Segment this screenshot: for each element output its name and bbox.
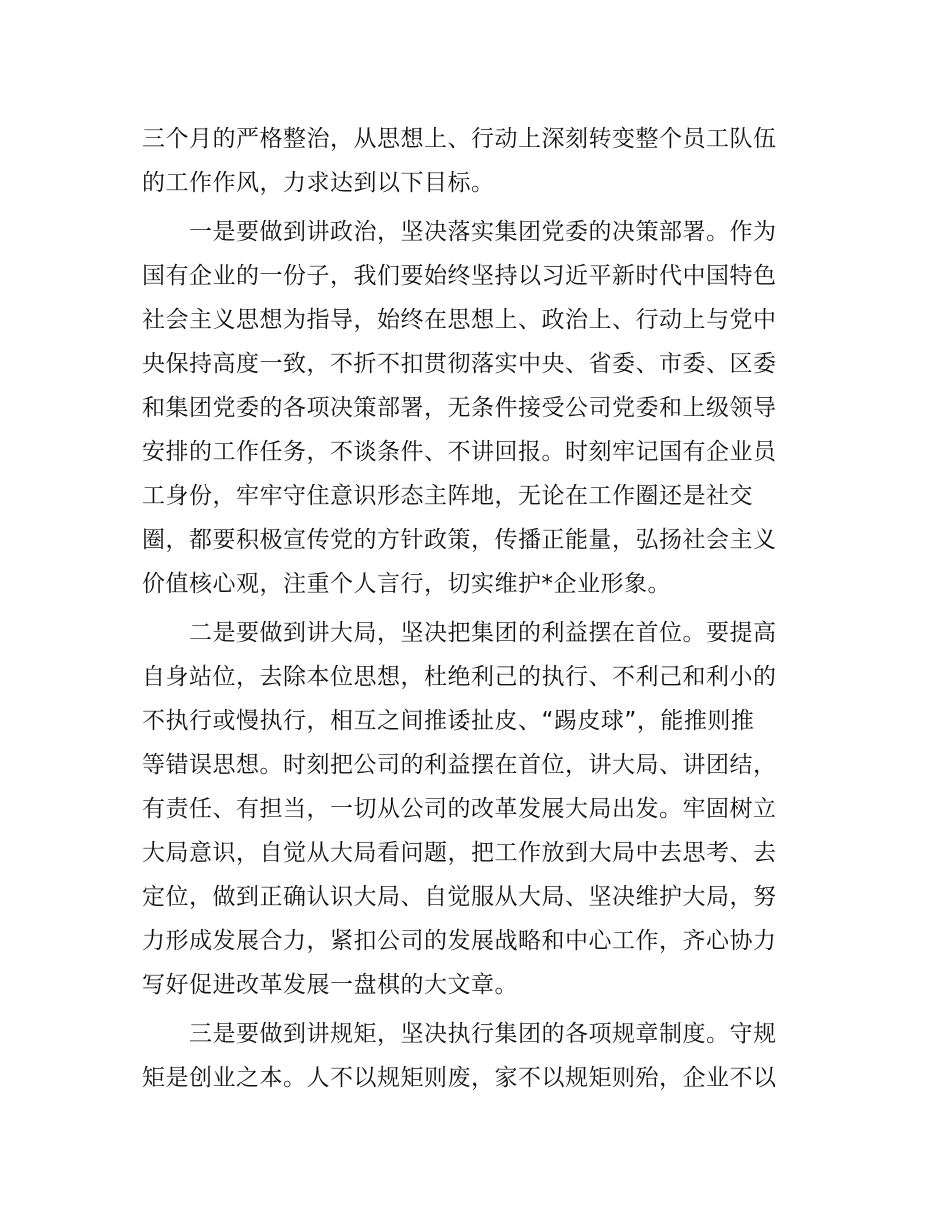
text-line: 矩是创业之本。人不以规矩则废，家不以规矩则殆，企业不以 [142, 1065, 777, 1091]
text-line: 工身份，牢牢守住意识形态主阵地，无论在工作圈还是社交 [142, 483, 753, 509]
text-line: 价值核心观，注重个人言行，切实维护*企业形象。 [142, 571, 671, 597]
text-line: 二是要做到讲大局，坚决把集团的利益摆在首位。要提高 [189, 620, 777, 646]
text-line: 大局意识，自觉从大局看问题，把工作放到大局中去思考、去 [142, 840, 777, 866]
paragraph-4 [142, 1012, 812, 1100]
text-line: 有责任、有担当，一切从公司的改革发展大局出发。牢固树立 [142, 796, 777, 822]
text-line: 三是要做到讲规矩，坚决执行集团的各项规章制度。守规 [189, 1021, 777, 1047]
text-line: 的工作作风，力求达到以下目标。 [142, 170, 495, 196]
text-line: 社会主义思想为指导，始终在思想上、政治上、行动上与党中 [142, 307, 777, 333]
text-line: 自身站位，去除本位思想，杜绝利己的执行、不利己和利小的 [142, 664, 777, 690]
text-line: 央保持高度一致，不折不扣贯彻落实中央、省委、市委、区委 [142, 351, 777, 377]
paragraph-3 [142, 611, 812, 1007]
text-line: 等错误思想。时刻把公司的利益摆在首位，讲大局、讲团结， [142, 752, 777, 778]
paragraph-2 [142, 210, 812, 606]
text-line: 定位，做到正确认识大局、自觉服从大局、坚决维护大局，努 [142, 884, 777, 910]
text-line: 安排的工作任务，不谈条件、不讲回报。时刻牢记国有企业员 [142, 439, 777, 465]
document-body [142, 117, 812, 1100]
text-line: 不执行或慢执行，相互之间推诿扯皮、“踢皮球”，能推则推 [142, 708, 755, 734]
text-line: 写好促进改革发展一盘棋的大文章。 [142, 972, 518, 998]
text-line: 圈，都要积极宣传党的方针政策，传播正能量，弘扬社会主义 [142, 527, 777, 553]
text-line: 一是要做到讲政治，坚决落实集团党委的决策部署。作为 [189, 219, 777, 245]
text-line: 国有企业的一份子，我们要始终坚持以习近平新时代中国特色 [142, 263, 777, 289]
paragraph-1 [142, 117, 812, 205]
text-line: 和集团党委的各项决策部署，无条件接受公司党委和上级领导 [142, 395, 777, 421]
text-line: 力形成发展合力，紧扣公司的发展战略和中心工作，齐心协力 [142, 928, 777, 954]
text-line: 三个月的严格整治，从思想上、行动上深刻转变整个员工队伍 [142, 126, 777, 152]
